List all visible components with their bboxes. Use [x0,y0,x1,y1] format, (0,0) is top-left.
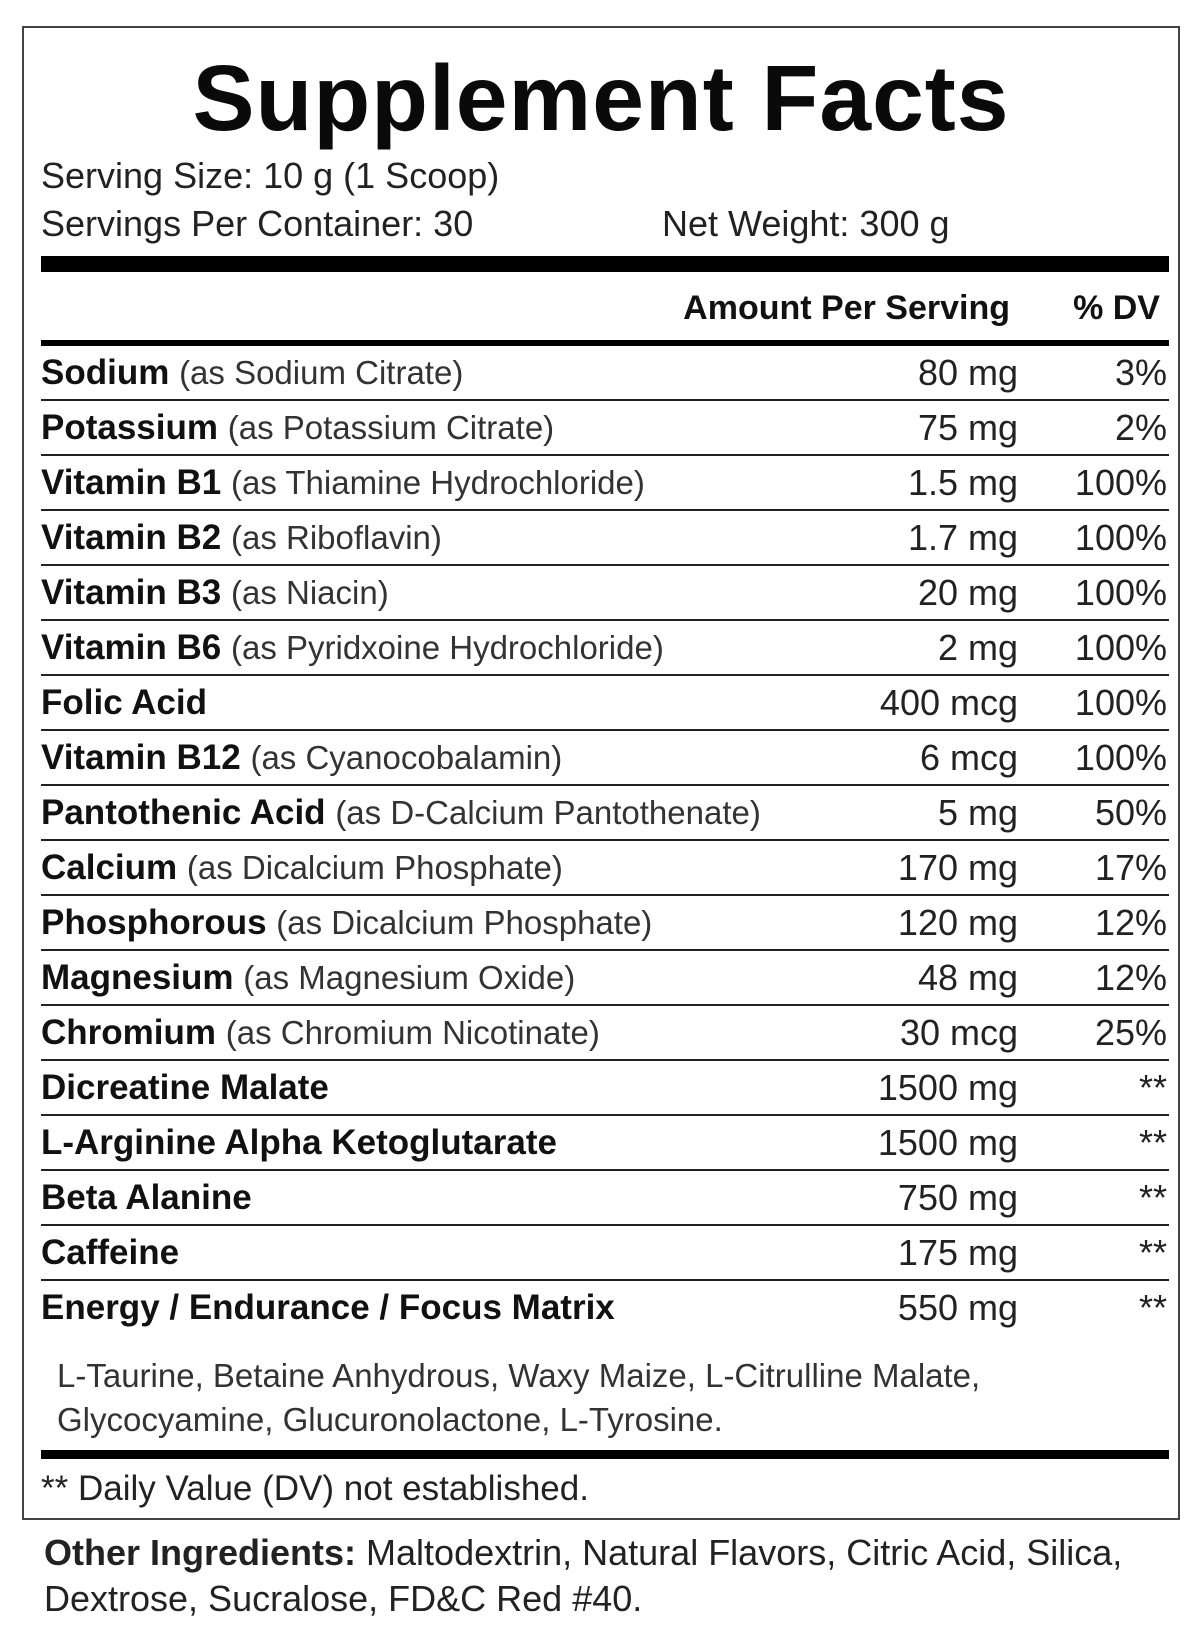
nutrient-source: (as Cyanocobalamin) [250,739,563,776]
daily-value-header: % DV [1073,289,1160,327]
nutrient-row [41,456,1169,511]
nutrient-amount: 80 mg [917,352,1018,393]
divider-thick-bottom [41,1450,1169,1459]
nutrient-source: (as Pyridxoine Hydrochloride) [230,629,664,666]
nutrient-amount: 1.7 mg [907,517,1018,558]
nutrient-source: (as Sodium Citrate) [179,354,464,391]
nutrient-amount: 6 mcg [919,737,1018,778]
nutrient-row [41,1061,1169,1116]
nutrient-dv: 100% [1074,517,1167,558]
nutrient-dv: ** [1138,1122,1167,1163]
nutrient-row [41,896,1169,951]
nutrient-name: Potassium [41,408,218,447]
nutrient-row [41,786,1169,841]
nutrient-amount: 48 mg [917,957,1018,998]
nutrient-row [41,731,1169,786]
nutrient-row [41,1281,1169,1336]
nutrient-source: (as Thiamine Hydrochloride) [230,464,645,501]
nutrient-name: Vitamin B2 [41,518,222,557]
nutrient-name: Vitamin B12 [41,738,241,777]
nutrient-dv: 100% [1074,682,1167,723]
nutrient-dv: ** [1138,1287,1167,1328]
nutrient-name: Vitamin B6 [41,628,222,667]
nutrient-table [41,346,1169,1336]
nutrient-dv: 3% [1114,352,1167,393]
nutrient-row [41,566,1169,621]
nutrient-name: Vitamin B3 [41,573,222,612]
nutrient-dv: 17% [1094,847,1167,888]
nutrient-dv: 12% [1094,957,1167,998]
serving-size: Serving Size: 10 g (1 Scoop) [41,155,500,196]
nutrient-name: Beta Alanine [41,1178,252,1217]
nutrient-amount: 1.5 mg [907,462,1018,503]
nutrient-source: (as Niacin) [230,574,389,611]
nutrient-name: Chromium [41,1013,216,1052]
nutrient-name: Sodium [41,353,170,392]
other-ingredients [44,1530,1164,1622]
nutrient-source: (as Magnesium Oxide) [243,959,576,996]
matrix-ingredients: L-Taurine, Betaine Anhydrous, Waxy Maize, L-Citrulline Malate, Glycocyamine, Glucuronolactone, L-Tyrosine. [57,1357,981,1438]
nutrient-row [41,841,1169,896]
nutrient-row [41,621,1169,676]
nutrient-name: Calcium [41,848,178,887]
nutrient-row [41,511,1169,566]
nutrient-dv: 2% [1114,407,1167,448]
nutrient-dv: 12% [1094,902,1167,943]
nutrient-dv: 100% [1074,572,1167,613]
nutrient-dv: ** [1138,1232,1167,1273]
nutrient-amount: 170 mg [897,847,1018,888]
nutrient-row [41,1116,1169,1171]
nutrient-dv: 100% [1074,627,1167,668]
nutrient-amount: 2 mg [937,627,1018,668]
nutrient-amount: 5 mg [937,792,1018,833]
nutrient-row [41,346,1169,401]
nutrient-name: Vitamin B1 [41,463,222,502]
servings-per-container: Servings Per Container: 30 [41,203,474,244]
other-ingredients-label: Other Ingredients: [44,1532,357,1573]
nutrient-dv: ** [1138,1067,1167,1108]
nutrient-name: Folic Acid [41,683,207,722]
nutrient-row [41,951,1169,1006]
net-weight: Net Weight: 300 g [662,203,950,244]
panel-title: Supplement Facts [192,46,1010,150]
nutrient-row [41,1171,1169,1226]
nutrient-amount: 75 mg [917,407,1018,448]
nutrient-amount: 1500 mg [877,1067,1018,1108]
nutrient-name: Pantothenic Acid [41,793,326,832]
nutrient-amount: 120 mg [897,902,1018,943]
nutrient-amount: 1500 mg [877,1122,1018,1163]
nutrient-row [41,401,1169,456]
nutrient-source: (as Dicalcium Phosphate) [276,904,653,941]
nutrient-dv: 50% [1094,792,1167,833]
nutrient-row [41,1006,1169,1061]
nutrient-amount: 20 mg [917,572,1018,613]
nutrient-amount: 750 mg [897,1177,1018,1218]
nutrient-amount: 550 mg [897,1287,1018,1328]
nutrient-dv: 25% [1094,1012,1167,1053]
nutrient-row [41,1226,1169,1281]
nutrient-dv: 100% [1074,462,1167,503]
nutrient-dv: 100% [1074,737,1167,778]
nutrient-name: Magnesium [41,958,234,997]
nutrient-row [41,676,1169,731]
nutrient-dv: ** [1138,1177,1167,1218]
other-ingredients-list: Maltodextrin, Natural Flavors, Citric Acid, Silica, Dextrose, Sucralose, FD&C Red #40. [44,1532,1123,1619]
nutrient-source: (as Chromium Nicotinate) [225,1014,600,1051]
amount-per-serving-header: Amount Per Serving [683,289,1010,327]
nutrient-source: (as Dicalcium Phosphate) [186,849,563,886]
nutrient-amount: 175 mg [897,1232,1018,1273]
supplement-facts-panel [22,26,1180,1520]
nutrient-name: Dicreatine Malate [41,1068,329,1107]
nutrient-name: Energy / Endurance / Focus Matrix [41,1288,615,1327]
nutrient-source: (as D-Calcium Pantothenate) [335,794,761,831]
nutrient-source: (as Riboflavin) [230,519,442,556]
nutrient-name: L-Arginine Alpha Ketoglutarate [41,1123,557,1162]
divider-thick [41,256,1169,272]
nutrient-name: Caffeine [41,1233,180,1272]
dv-footnote: ** Daily Value (DV) not established. [41,1469,589,1508]
nutrient-source: (as Potassium Citrate) [227,409,555,446]
nutrient-amount: 30 mcg [899,1012,1018,1053]
nutrient-amount: 400 mcg [879,682,1018,723]
nutrient-name: Phosphorous [41,903,267,942]
